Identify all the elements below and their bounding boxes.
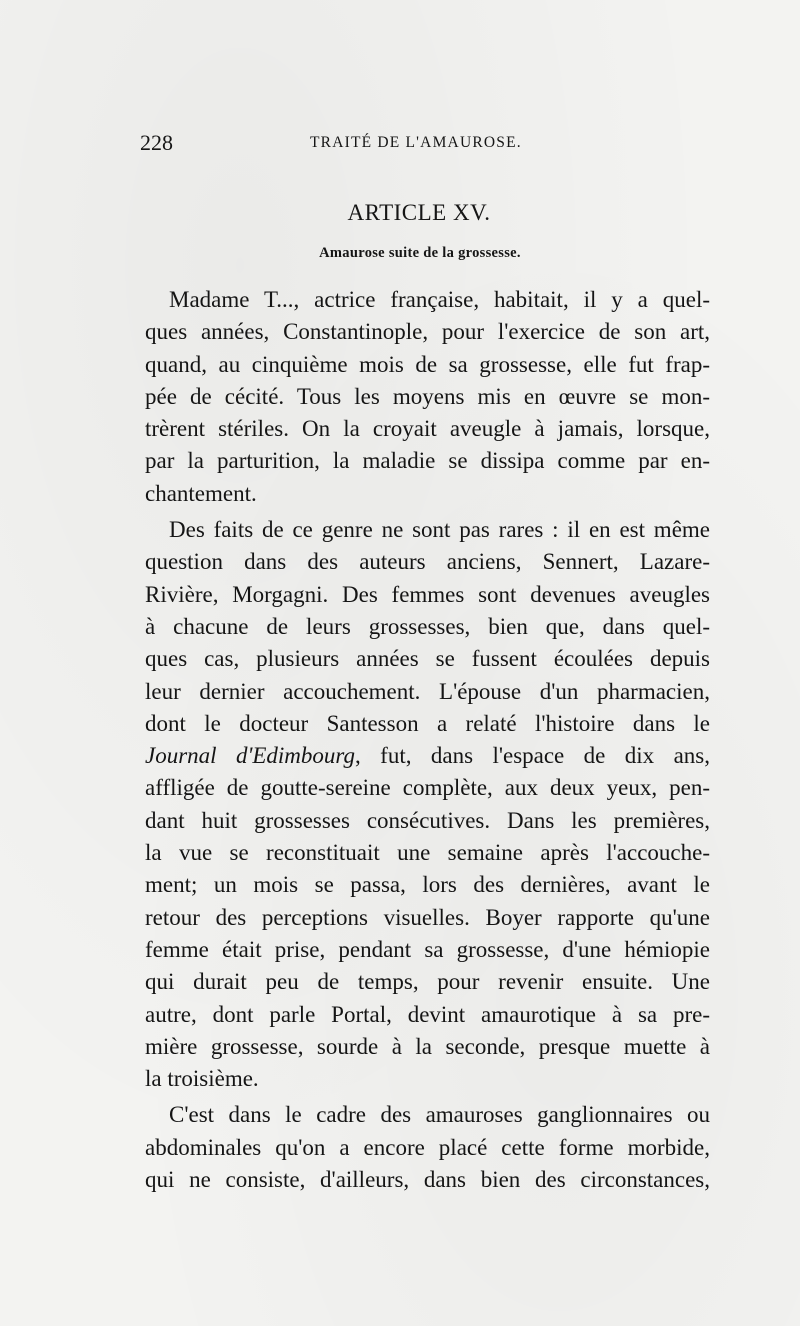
text-line: la troisième. (145, 1066, 259, 1092)
text-line: trèrent stériles. On la croyait aveugle à jamais, lorsque, (145, 416, 710, 442)
text-line-with-italic (145, 740, 710, 772)
body-text (145, 284, 710, 1196)
text-line: abdominales qu'on a encore placé cette forme morbide, (145, 1134, 710, 1160)
running-head (140, 130, 710, 160)
text-line: C'est dans le cadre des amauroses ganglionnaires ou (169, 1102, 710, 1128)
text-line: Rivière, Morgagni. Des femmes sont devenues aveugles (145, 581, 710, 607)
text-line: qui durait peu de temps, pour revenir ensuite. Une (145, 969, 710, 995)
text-line: ques années, Constantinople, pour l'exercice de son art, (145, 319, 710, 345)
text-line: quand, au cinquième mois de sa grossesse, elle fut frap- (145, 351, 710, 377)
text-line: affligée de goutte-sereine complète, aux deux yeux, pen- (145, 775, 710, 801)
text-line: par la parturition, la maladie se dissipa comme par en- (145, 448, 710, 474)
text-line: question dans des auteurs anciens, Sennert, Lazare- (145, 549, 710, 575)
text-line: femme était prise, pendant sa grossesse, d'une hémiopie (145, 936, 710, 962)
text-line: autre, dont parle Portal, devint amaurotique à sa pre- (145, 1001, 710, 1027)
text-line: mière grossesse, sourde à la seconde, presque muette à (145, 1033, 710, 1059)
text-line: retour des perceptions visuelles. Boyer rapporte qu'une (145, 904, 710, 930)
text-line: chantement. (145, 480, 257, 506)
text-line: ques cas, plusieurs années se fussent écoulées depuis (145, 646, 710, 672)
text-line-rest: , fut, dans l'espace de dix ans, (355, 743, 710, 769)
running-title: TRAITÉ DE L'AMAUROSE. (310, 134, 522, 151)
text-line: ment; un mois se passa, lors des dernières, avant le (145, 872, 710, 898)
text-line: à chacune de leurs grossesses, bien que, dans quel- (145, 613, 710, 639)
page-number: 228 (140, 130, 173, 155)
text-line: leur dernier accouchement. L'épouse d'un pharmacien, (145, 678, 710, 704)
text-line: Des faits de ce genre ne sont pas rares : il en est même (169, 517, 710, 543)
text-line: la vue se reconstituait une semaine après l'accouche- (145, 840, 710, 866)
text-line: qui ne consiste, d'ailleurs, dans bien des circonstances, (145, 1167, 710, 1193)
article-title: ARTICLE XV. (347, 200, 491, 225)
journal-title: Journal d'Edimbourg (145, 743, 356, 769)
text-line: pée de cécité. Tous les moyens mis en œuvre se mon- (145, 383, 710, 409)
text-line: dont le docteur Santesson a relaté l'histoire dans le (145, 710, 710, 736)
text-line: Madame T..., actrice française, habitait, il y a quel- (169, 287, 710, 312)
text-line: dant huit grossesses consécutives. Dans les premières, (145, 807, 710, 833)
article-subtitle: Amaurose suite de la grossesse. (319, 245, 521, 261)
